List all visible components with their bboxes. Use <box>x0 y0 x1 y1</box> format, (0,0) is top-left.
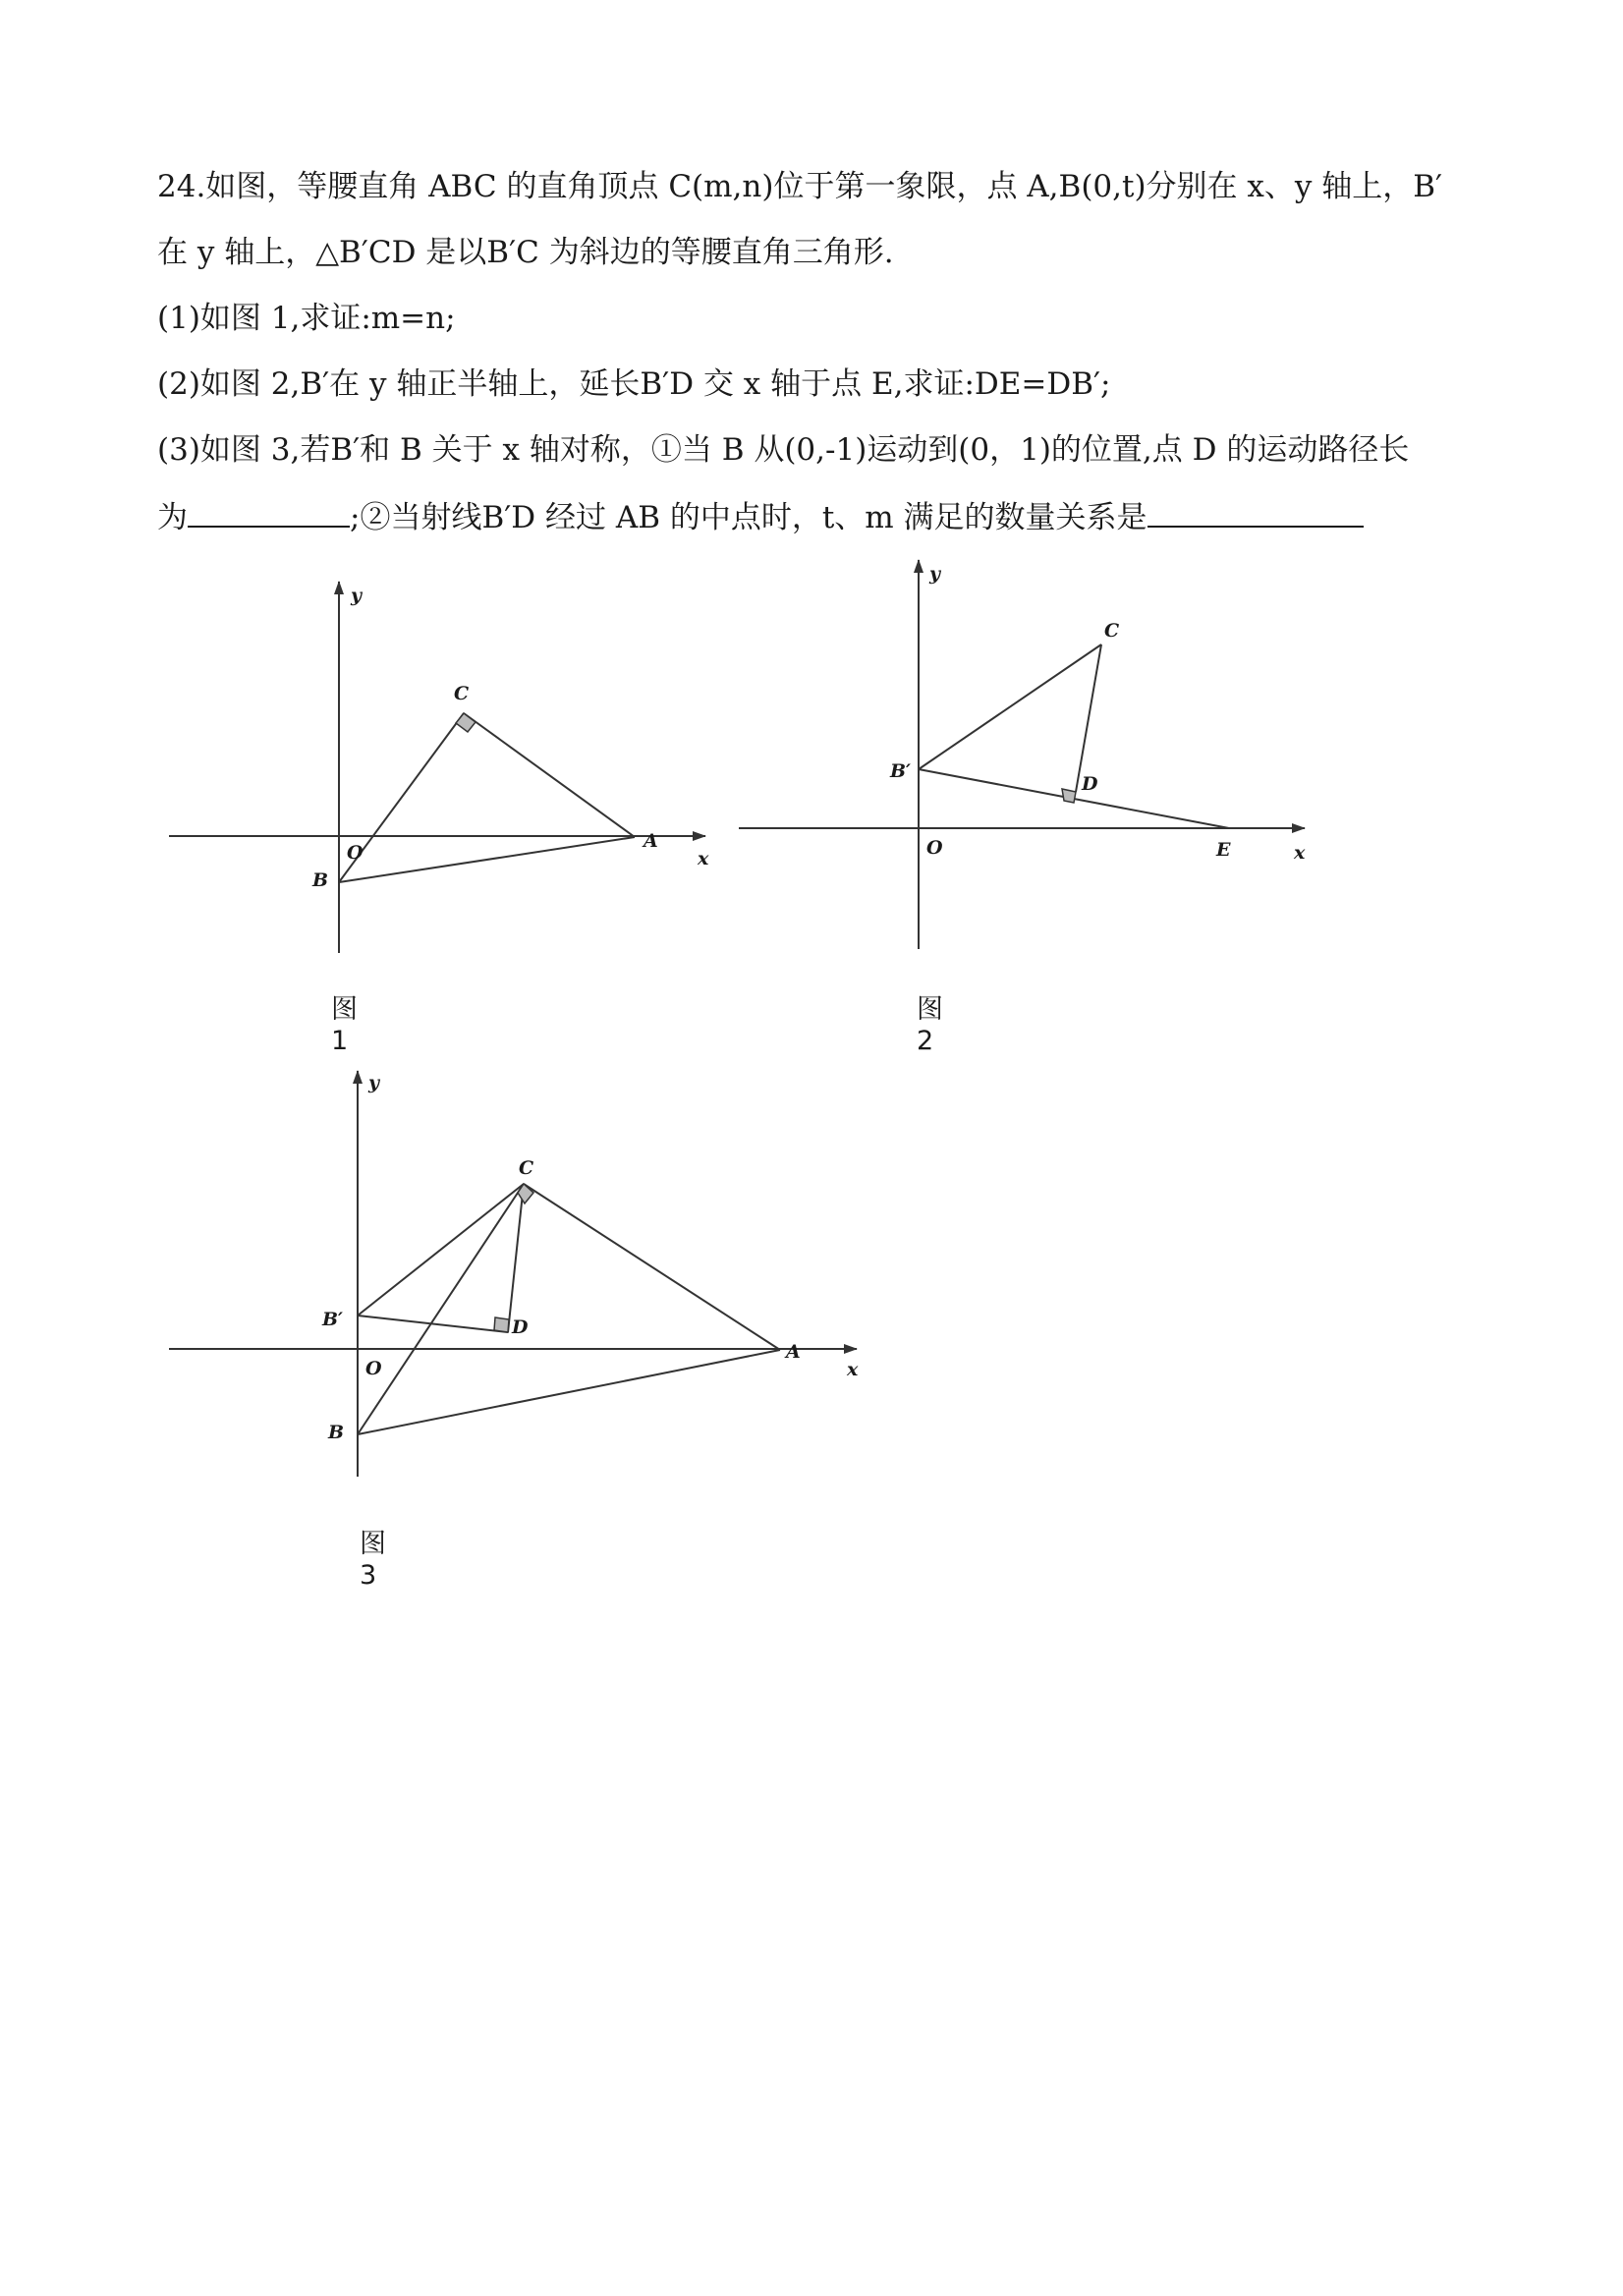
fig2-label-x: x <box>1294 842 1306 864</box>
fig3-segment-BpC <box>358 1184 524 1316</box>
fig2-label-D: D <box>1082 773 1098 795</box>
fig3-label-A: A <box>786 1341 801 1363</box>
problem-line-3: (1)如图 1,求证:m=n; <box>157 301 456 336</box>
problem-line-4: (2)如图 2,B′在 y 轴正半轴上，延长B′D 交 x 轴于点 E,求证:DE=DB′; <box>157 366 1111 402</box>
fig3-label-D: D <box>512 1316 529 1338</box>
fig3-segment-CA <box>524 1184 780 1350</box>
fig3-segment-CB <box>358 1184 524 1434</box>
fig2-label-E: E <box>1216 839 1231 861</box>
fig3-segment-BA <box>358 1350 780 1434</box>
problem-line-2: 在 y 轴上，△B′CD 是以B′C 为斜边的等腰直角三角形. <box>157 235 894 270</box>
fig3-label-x: x <box>847 1359 859 1380</box>
fig1-label-C: C <box>454 683 470 704</box>
fig1-label-A: A <box>644 830 658 852</box>
figure-1-caption: 图 1 <box>331 994 358 1056</box>
fig1-label-O: O <box>347 842 364 864</box>
fig1-label-B: B <box>312 869 329 891</box>
fig2-label-Bp: B′ <box>890 760 912 782</box>
fig2-label-C: C <box>1104 620 1120 642</box>
fig2-label-y: y <box>929 563 941 585</box>
fig3-right-angle-mark-D <box>494 1317 509 1332</box>
fig3-label-C: C <box>519 1157 534 1179</box>
fig2-label-O: O <box>926 837 943 859</box>
figure-2-caption: 图 2 <box>917 994 943 1056</box>
fig1-label-x: x <box>698 848 709 869</box>
figure-3-caption: 图 3 <box>360 1529 386 1591</box>
problem-line-5: (3)如图 3,若B′和 B 关于 x 轴对称，①当 B 从(0,-1)运动到(0，1)的位置,点 D 的运动路径长 <box>157 432 1410 468</box>
fig3-label-y: y <box>368 1072 380 1093</box>
problem-line-1: 24.如图，等腰直角 ABC 的直角顶点 C(m,n)位于第一象限，点 A,B(0,t)分别在 x、y 轴上，B′ <box>157 169 1443 204</box>
fig3-segment-BpD <box>358 1316 508 1332</box>
fig3-segment-CD <box>508 1184 524 1332</box>
fig1-label-y: y <box>351 585 363 606</box>
problem-line-6-rest: ;②当射线B′D 经过 AB 的中点时，t、m 满足的数量关系是 <box>350 500 1147 535</box>
fig3-label-Bp: B′ <box>322 1309 344 1330</box>
fig3-label-O: O <box>365 1358 382 1379</box>
fig3-label-B: B <box>328 1422 345 1443</box>
problem-line-6-start: 为 <box>157 500 188 535</box>
